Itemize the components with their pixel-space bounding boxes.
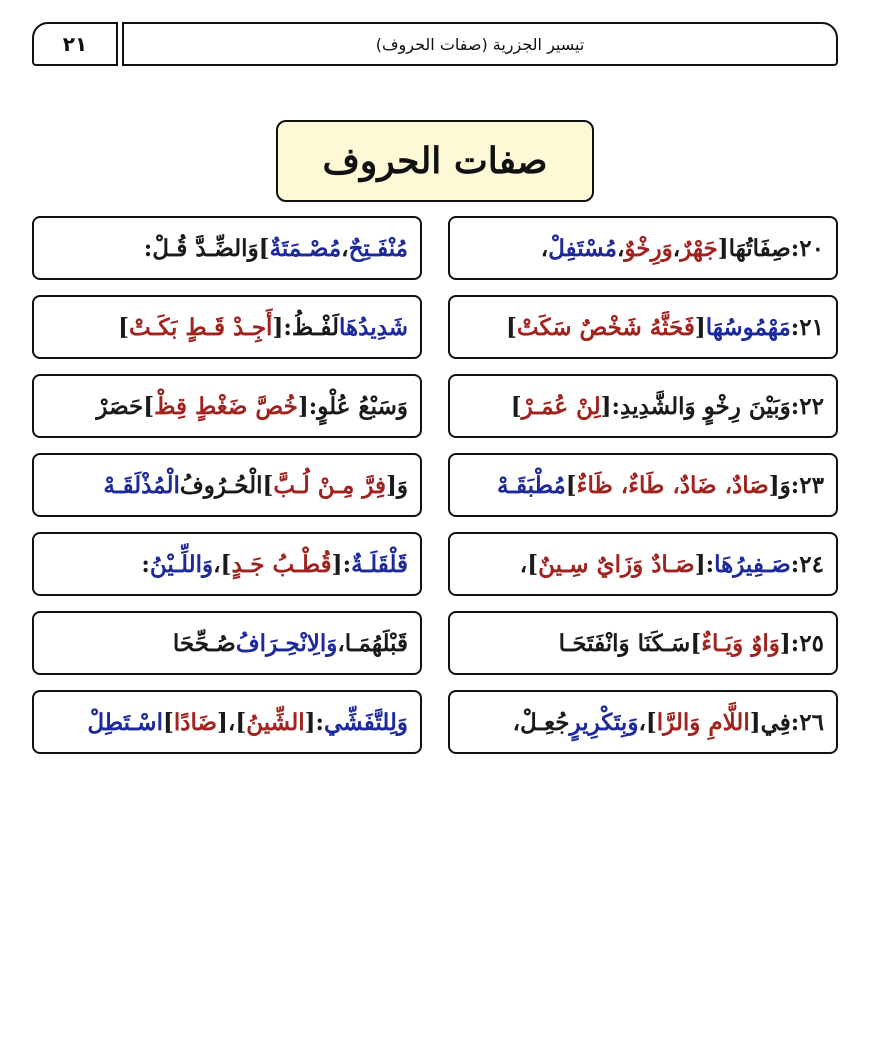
running-header: [122, 22, 838, 66]
verse-text-segment: صِفَاتُهَا: [728, 234, 791, 262]
verse-text-segment: [: [749, 708, 761, 736]
verse-text-segment: وَ: [396, 471, 408, 499]
verse-text-segment: ]: [565, 471, 577, 499]
verse-text-segment: ]: [118, 313, 129, 341]
verse-text-segment: شَدِيدُهَا: [339, 313, 408, 341]
verse-text-segment: ]،: [227, 708, 247, 736]
verse-20-right-hemistich: [448, 216, 838, 280]
section-title: صفات الحروف: [322, 140, 548, 182]
verse-25-right-hemistich: [448, 611, 838, 675]
verse-text-segment: سَـكَنَا وَانْفَتَحَـا: [558, 629, 691, 657]
verse-text-segment: [: [304, 708, 316, 736]
verse-text-segment: مَهْمُوسُهَا: [705, 313, 791, 341]
verse-21-left-hemistich: [32, 295, 422, 359]
verse-text-segment: [: [386, 471, 397, 499]
page-number: ٢١: [62, 32, 88, 56]
verse-text-segment: [: [600, 392, 612, 420]
verse-text-segment: ٢٦:: [790, 708, 824, 736]
verse-20-left-hemistich: [32, 216, 422, 280]
verse-text-segment: مُسْتَفِلْ: [548, 234, 617, 262]
verse-text-segment: [: [717, 234, 729, 262]
verse-text-segment: وَبَيْنَ رِخْوٍ وَالشَّدِيدِ: [620, 392, 791, 420]
verse-text-segment: جَهْرٌ: [680, 234, 718, 262]
verse-text-segment: ،: [672, 234, 681, 262]
verse-text-segment: لِنْ عُمَـرْ: [521, 392, 601, 420]
verse-text-segment: الْمُذْلَقَـهْ: [103, 471, 180, 499]
verse-text-segment: [: [272, 313, 284, 341]
verse-text-segment: وَسَبْعُ عُلْوٍ:: [308, 392, 408, 420]
verse-24-right-hemistich: [448, 532, 838, 596]
verse-text-segment: ]: [690, 629, 702, 657]
verse-text-segment: ]،: [519, 550, 539, 578]
verse-text-segment: فِرَّ مِـنْ لُـبَّ: [273, 471, 386, 499]
section-title-box: [276, 120, 594, 202]
verse-text-segment: ]،: [638, 708, 657, 736]
verse-text-segment: وَاوٌ وَيَـاءٌ: [701, 629, 780, 657]
verse-text-segment: ]: [262, 471, 274, 499]
verse-text-segment: أَجِـدْ قَـطٍ بَكَـتْ: [129, 313, 273, 341]
verse-text-segment: وَرِخْوٌ: [624, 234, 673, 262]
verse-text-segment: فَحَثَّهُ شَخْصٌ سَكَتْ: [516, 313, 695, 341]
verse-text-segment: ]: [162, 708, 174, 736]
verse-text-segment: [: [694, 313, 706, 341]
verse-text-segment: ]،: [213, 550, 232, 578]
verse-text-segment: ،: [616, 234, 625, 262]
verse-text-segment: الْحُـرُوفُ: [179, 471, 263, 499]
verse-text-segment: ،: [341, 234, 349, 262]
verse-text-segment: ]: [510, 392, 522, 420]
verse-22-right-hemistich: [448, 374, 838, 438]
verse-23-right-hemistich: [448, 453, 838, 517]
verse-text-segment: ،: [540, 234, 549, 262]
verse-text-segment: :: [143, 234, 153, 262]
verse-text-segment: فِي: [760, 708, 791, 736]
verse-text-segment: لَفْـظُ:: [283, 313, 340, 341]
verse-text-segment: [: [297, 392, 309, 420]
verse-text-segment: :: [705, 550, 715, 578]
verse-text-segment: صَـادٌ وَزَايٌ سِـينٌ: [538, 550, 695, 578]
verse-text-segment: [: [331, 550, 343, 578]
verse-text-segment: وَالضِّـدَّ قُـلْ: [152, 234, 259, 262]
verse-text-segment: ]: [506, 313, 517, 341]
verse-text-segment: ٢٤:: [790, 550, 824, 578]
verse-text-segment: مُطْبَقَـهْ: [496, 471, 566, 499]
verse-text-segment: جُعِـلْ،: [512, 708, 570, 736]
verse-text-segment: ٢١:: [790, 313, 824, 341]
verse-text-segment: اسْـتَطِلْ: [87, 708, 163, 736]
verse-text-segment: وَ[: [768, 471, 791, 499]
verse-text-segment: ٢٠:: [790, 234, 824, 262]
verse-26-left-hemistich: [32, 690, 422, 754]
verse-text-segment: صَادٌ، ضَادٌ، طَاءٌ، ظَاءٌ: [576, 471, 769, 499]
verse-text-segment: :: [611, 392, 621, 420]
verse-text-segment: اللَّامِ وَالرَّا: [656, 708, 750, 736]
verse-text-segment: [: [694, 550, 706, 578]
header-title: تيسير الجزرية (صفات الحروف): [375, 34, 585, 54]
verse-text-segment: صُـحِّحَا: [172, 629, 236, 657]
verse-23-left-hemistich: [32, 453, 422, 517]
verse-text-segment: خُصَّ ضَغْطٍ قِظْ: [154, 392, 298, 420]
verse-22-left-hemistich: [32, 374, 422, 438]
verse-text-segment: ٢٥:: [790, 629, 824, 657]
verse-text-segment: حَصَرْ: [96, 392, 144, 420]
verse-text-segment: مُنْفَـتِحٌ: [348, 234, 408, 262]
verse-text-segment: ٢٢:: [790, 392, 824, 420]
verse-text-segment: قُطْـبُ جَـدٍ: [231, 550, 332, 578]
verse-text-segment: ضَادًا: [173, 708, 218, 736]
verse-24-left-hemistich: [32, 532, 422, 596]
verse-text-segment: قَلْقَلَـةٌ: [351, 550, 408, 578]
verse-text-segment: :: [315, 708, 324, 736]
verse-text-segment: مُصْـمَتَةٌ: [269, 234, 342, 262]
verse-text-segment: وَاللِّـيْنُ: [149, 550, 214, 578]
page-number-box: [32, 22, 118, 66]
verse-text-segment: [: [779, 629, 791, 657]
verse-text-segment: وَلِلتَّفَشِّي: [324, 708, 408, 736]
verse-text-segment: الشِّينُ: [246, 708, 305, 736]
verse-text-segment: وَالِانْحِـرَافُ: [235, 629, 338, 657]
verse-text-segment: ٢٣:: [790, 471, 824, 499]
verse-21-right-hemistich: [448, 295, 838, 359]
verse-25-left-hemistich: [32, 611, 422, 675]
verse-text-segment: [: [217, 708, 228, 736]
verse-text-segment: :: [141, 550, 150, 578]
verse-text-segment: ]: [258, 234, 270, 262]
verse-26-right-hemistich: [448, 690, 838, 754]
verse-text-segment: صَـفِيرُهَا: [714, 550, 791, 578]
verse-text-segment: وَبِتَكْرِيرٍ: [569, 708, 639, 736]
verse-text-segment: :: [342, 550, 352, 578]
verse-text-segment: قَبْلَهُمَـا،: [337, 629, 408, 657]
verse-text-segment: ]: [143, 392, 155, 420]
